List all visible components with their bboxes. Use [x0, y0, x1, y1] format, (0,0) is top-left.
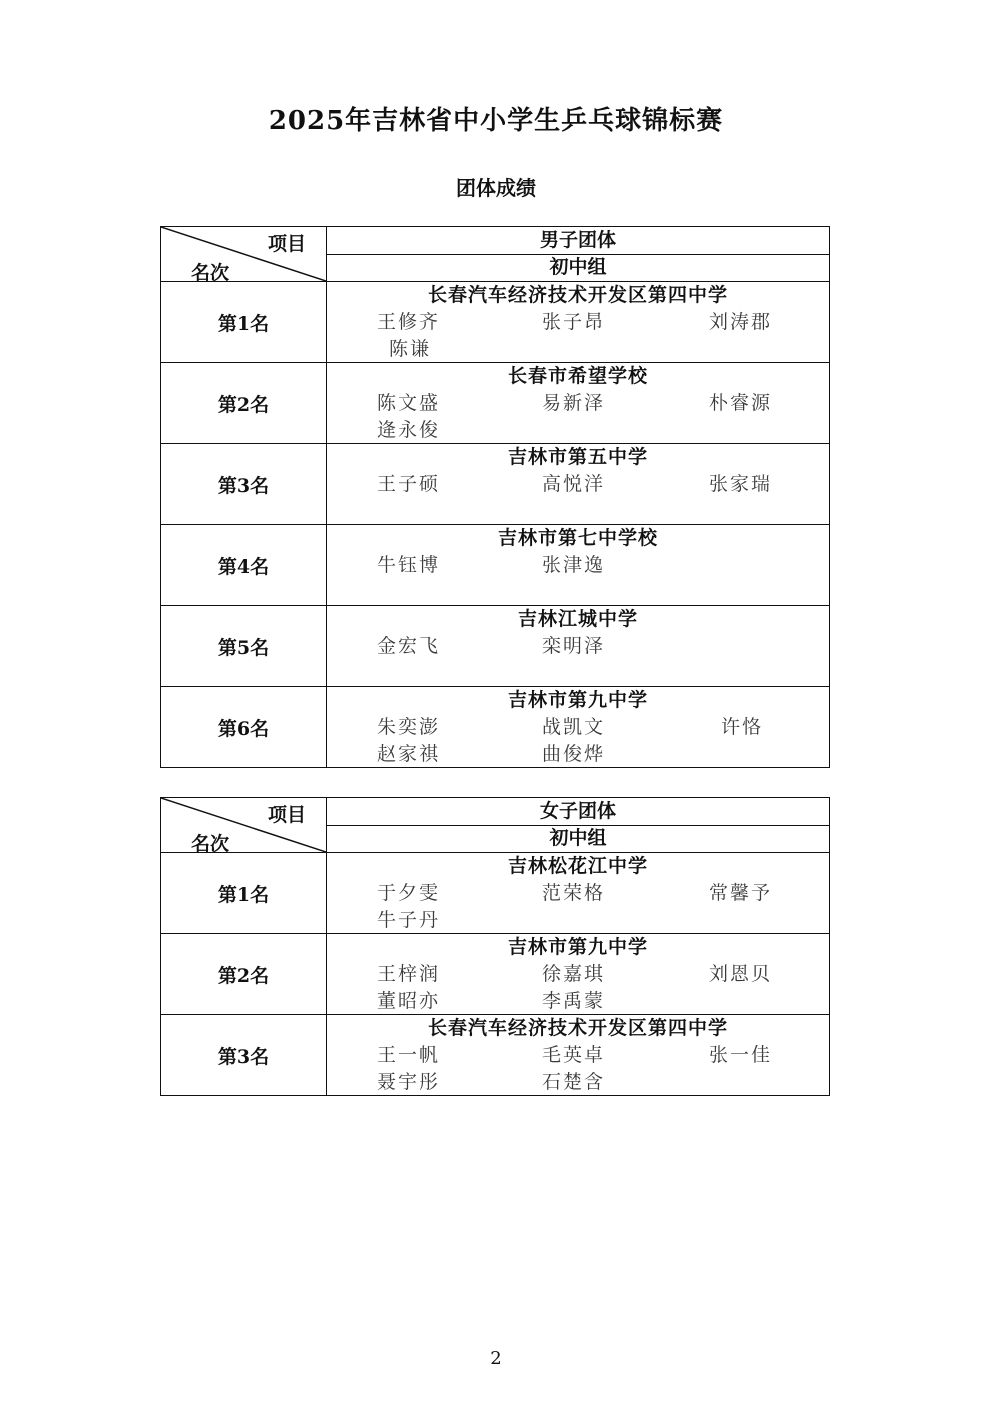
school-name: 长春汽车经济技术开发区第四中学: [427, 1017, 728, 1039]
rank-cell: 第1名: [161, 853, 327, 934]
team-cell: [327, 687, 830, 768]
school-name: 吉林市第九中学: [507, 936, 648, 958]
team-cell: [327, 1015, 830, 1096]
table-row: [161, 934, 830, 1015]
player-name: 范荣格: [542, 882, 606, 904]
group-header: 初中组: [327, 254, 830, 282]
player-name: 牛子丹: [377, 909, 441, 931]
player-name: 聂宇彤: [377, 1071, 441, 1093]
player-name: 于夕雯: [377, 882, 441, 904]
player-name: 易新泽: [542, 392, 606, 414]
rank-label: 名次: [191, 833, 230, 855]
table-row: [161, 606, 830, 687]
page-title: 2025年吉林省中小学生乒乓球锦标赛: [268, 106, 724, 136]
table-row: [161, 687, 830, 768]
team-cell: [327, 525, 830, 606]
player-name: 张家瑞: [709, 473, 773, 495]
school-name: 吉林松花江中学: [507, 855, 648, 877]
rank-cell: 第2名: [161, 363, 327, 444]
rank-cell: 第3名: [161, 1015, 327, 1096]
player-name: 王一帆: [377, 1044, 441, 1066]
player-name: 金宏飞: [377, 635, 441, 657]
rank-cell: 第5名: [161, 606, 327, 687]
player-name: 朱奕澎: [377, 716, 441, 738]
table-row: [161, 853, 830, 934]
school-name: 吉林市第五中学: [507, 446, 648, 468]
player-name: 刘恩贝: [709, 963, 773, 985]
rank-cell: 第6名: [161, 687, 327, 768]
page-number: 2: [490, 1348, 502, 1369]
player-name: 战凯文: [542, 716, 606, 738]
school-name: 吉林市第九中学: [507, 689, 648, 711]
player-name: 栾明泽: [542, 635, 606, 657]
table-row: [161, 282, 830, 363]
player-name: 朴睿源: [709, 392, 773, 414]
school-name: 吉林江城中学: [517, 608, 638, 630]
player-name: 刘涛郡: [709, 311, 773, 333]
girls-team-table: [160, 797, 830, 1096]
event-header: 男子团体: [327, 227, 830, 255]
player-name: 许恪: [721, 716, 764, 738]
school-name: 长春汽车经济技术开发区第四中学: [427, 284, 728, 306]
rank-label: 名次: [191, 262, 230, 284]
player-name: 曲俊烨: [542, 743, 606, 765]
rank-cell: 第4名: [161, 525, 327, 606]
player-name: 高悦洋: [542, 473, 606, 495]
header-diagonal-cell: [161, 227, 327, 282]
player-name: 徐嘉琪: [542, 963, 606, 985]
player-name: 张津逸: [542, 554, 606, 576]
rank-cell: 第2名: [161, 934, 327, 1015]
table-row: [161, 1015, 830, 1096]
player-name: 常馨予: [709, 882, 773, 904]
item-label: 项目: [267, 233, 306, 255]
team-cell: [327, 282, 830, 363]
player-name: 张一佳: [709, 1044, 773, 1066]
player-name: 王修齐: [377, 311, 441, 333]
player-name: 董昭亦: [377, 990, 441, 1012]
table-row: [161, 363, 830, 444]
team-cell: [327, 853, 830, 934]
table-row: [161, 525, 830, 606]
header-diagonal-cell: [161, 798, 327, 853]
page-subtitle: 团体成绩: [456, 176, 536, 200]
team-cell: [327, 934, 830, 1015]
group-header: 初中组: [327, 825, 830, 853]
team-cell: [327, 363, 830, 444]
team-cell: [327, 444, 830, 525]
player-name: 李禹蒙: [542, 990, 606, 1012]
player-name: 石楚含: [542, 1071, 606, 1093]
player-name: 逄永俊: [377, 419, 441, 441]
player-name: 陈文盛: [377, 392, 441, 414]
player-name: 张子昂: [542, 311, 606, 333]
team-cell: [327, 606, 830, 687]
player-name: 陈谦: [389, 338, 432, 360]
player-name: 赵家祺: [377, 743, 441, 765]
rank-cell: 第1名: [161, 282, 327, 363]
event-header: 女子团体: [327, 798, 830, 826]
player-name: 毛英卓: [542, 1044, 606, 1066]
table-row: [161, 444, 830, 525]
player-name: 牛钰博: [377, 554, 441, 576]
boys-team-table: [160, 226, 830, 768]
school-name: 长春市希望学校: [507, 365, 648, 387]
player-name: 王梓润: [377, 963, 441, 985]
rank-cell: 第3名: [161, 444, 327, 525]
item-label: 项目: [267, 804, 306, 826]
player-name: 王子硕: [377, 473, 441, 495]
school-name: 吉林市第七中学校: [497, 527, 658, 549]
